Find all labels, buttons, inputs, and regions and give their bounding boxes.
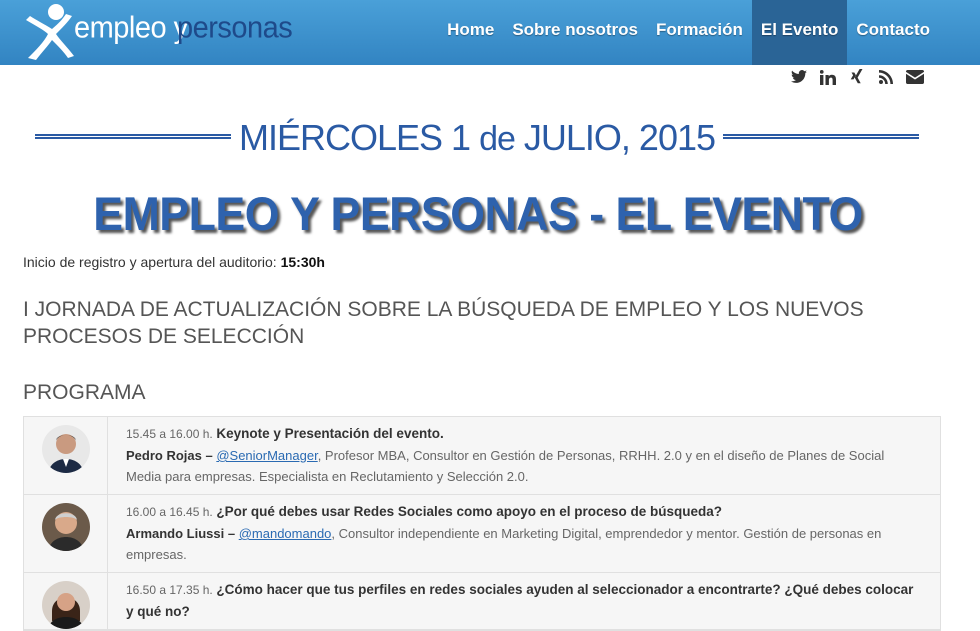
date-day: 1 [451, 117, 471, 158]
twitter-icon[interactable] [790, 67, 808, 87]
avatar [42, 503, 90, 551]
nav-sobre-nosotros[interactable]: Sobre nosotros [512, 20, 638, 39]
event-date-text [35, 117, 919, 159]
speaker-dash: – [224, 526, 239, 541]
registration-time: 15:30h [280, 254, 325, 270]
speaker-bio: , Profesor MBA, Consultor en Gestión de Personas, RRHH. 2.0 y en el diseño de Planes de Social Media para empresas. Especialista en Reclutamiento y Selección 2.0. [126, 448, 885, 484]
talk-title: ¿Por qué debes usar Redes Sociales como apoyo en el proceso de búsqueda? [216, 504, 723, 519]
email-icon[interactable] [906, 67, 924, 87]
avatar-cell [24, 495, 108, 572]
talk-time: 16.00 a 16.45 h. [126, 505, 213, 519]
site-header [0, 0, 980, 65]
date-weekday: MIÉRCOLES [238, 117, 442, 158]
programa-table [23, 416, 941, 631]
table-row [24, 417, 940, 495]
main-nav [438, 0, 939, 65]
linkedin-icon[interactable] [819, 67, 837, 87]
speaker-bio: , Consultor independiente en Marketing Digital, emprendedor y mentor. Gestión de personas en empresas. [126, 526, 882, 562]
speaker-dash: – [201, 448, 217, 463]
xing-icon[interactable] [848, 67, 866, 87]
speaker-twitter-link[interactable]: @SeniorManager [216, 448, 318, 463]
page-title: EMPLEO Y PERSONAS - EL EVENTO [93, 187, 863, 240]
avatar [42, 581, 90, 629]
speaker-name: Pedro Rojas [126, 448, 202, 463]
site-logo[interactable] [22, 2, 293, 62]
avatar-cell [24, 573, 108, 629]
talk-title: Keynote y Presentación del evento. [216, 426, 444, 441]
nav-el-evento[interactable]: El Evento [752, 0, 847, 65]
talk-time: 15.45 a 16.00 h. [126, 427, 213, 441]
registration-text: Inicio de registro y apertura del auditorio: [23, 254, 277, 270]
talk-title: ¿Cómo hacer que tus perfiles en redes sociales ayuden al seleccionador a encontrarte? ¿Qué debes colocar y qué no? [126, 582, 914, 619]
event-date [35, 115, 919, 165]
nav-formacion[interactable]: Formación [655, 20, 743, 39]
talk-details [108, 573, 940, 629]
nav-contacto[interactable]: Contacto [856, 20, 930, 39]
logo-word-empleo: empleo y [74, 11, 188, 45]
nav-home[interactable]: Home [447, 20, 495, 39]
date-de: de [479, 120, 515, 158]
talk-details [108, 417, 940, 494]
table-row [24, 495, 940, 573]
table-row [24, 573, 940, 630]
social-links [790, 67, 924, 87]
event-subtitle: I JORNADA DE ACTUALIZACIÓN SOBRE LA BÚSQUEDA DE EMPLEO Y LOS NUEVOS PROCESOS DE SELECCIÓN [23, 298, 864, 348]
rss-icon[interactable] [877, 67, 895, 87]
registration-info [23, 254, 325, 270]
date-month-year: JULIO, 2015 [523, 117, 716, 158]
speaker-twitter-link[interactable]: @mandomando [238, 526, 332, 541]
programa-heading: PROGRAMA [23, 381, 146, 404]
logo-word-personas: personas [177, 11, 293, 45]
avatar-cell [24, 417, 108, 494]
person-logo-icon [22, 2, 74, 62]
talk-time: 16.50 a 17.35 h. [126, 583, 213, 597]
speaker-name: Armando Liussi [126, 526, 225, 541]
talk-details [108, 495, 940, 572]
avatar [42, 425, 90, 473]
